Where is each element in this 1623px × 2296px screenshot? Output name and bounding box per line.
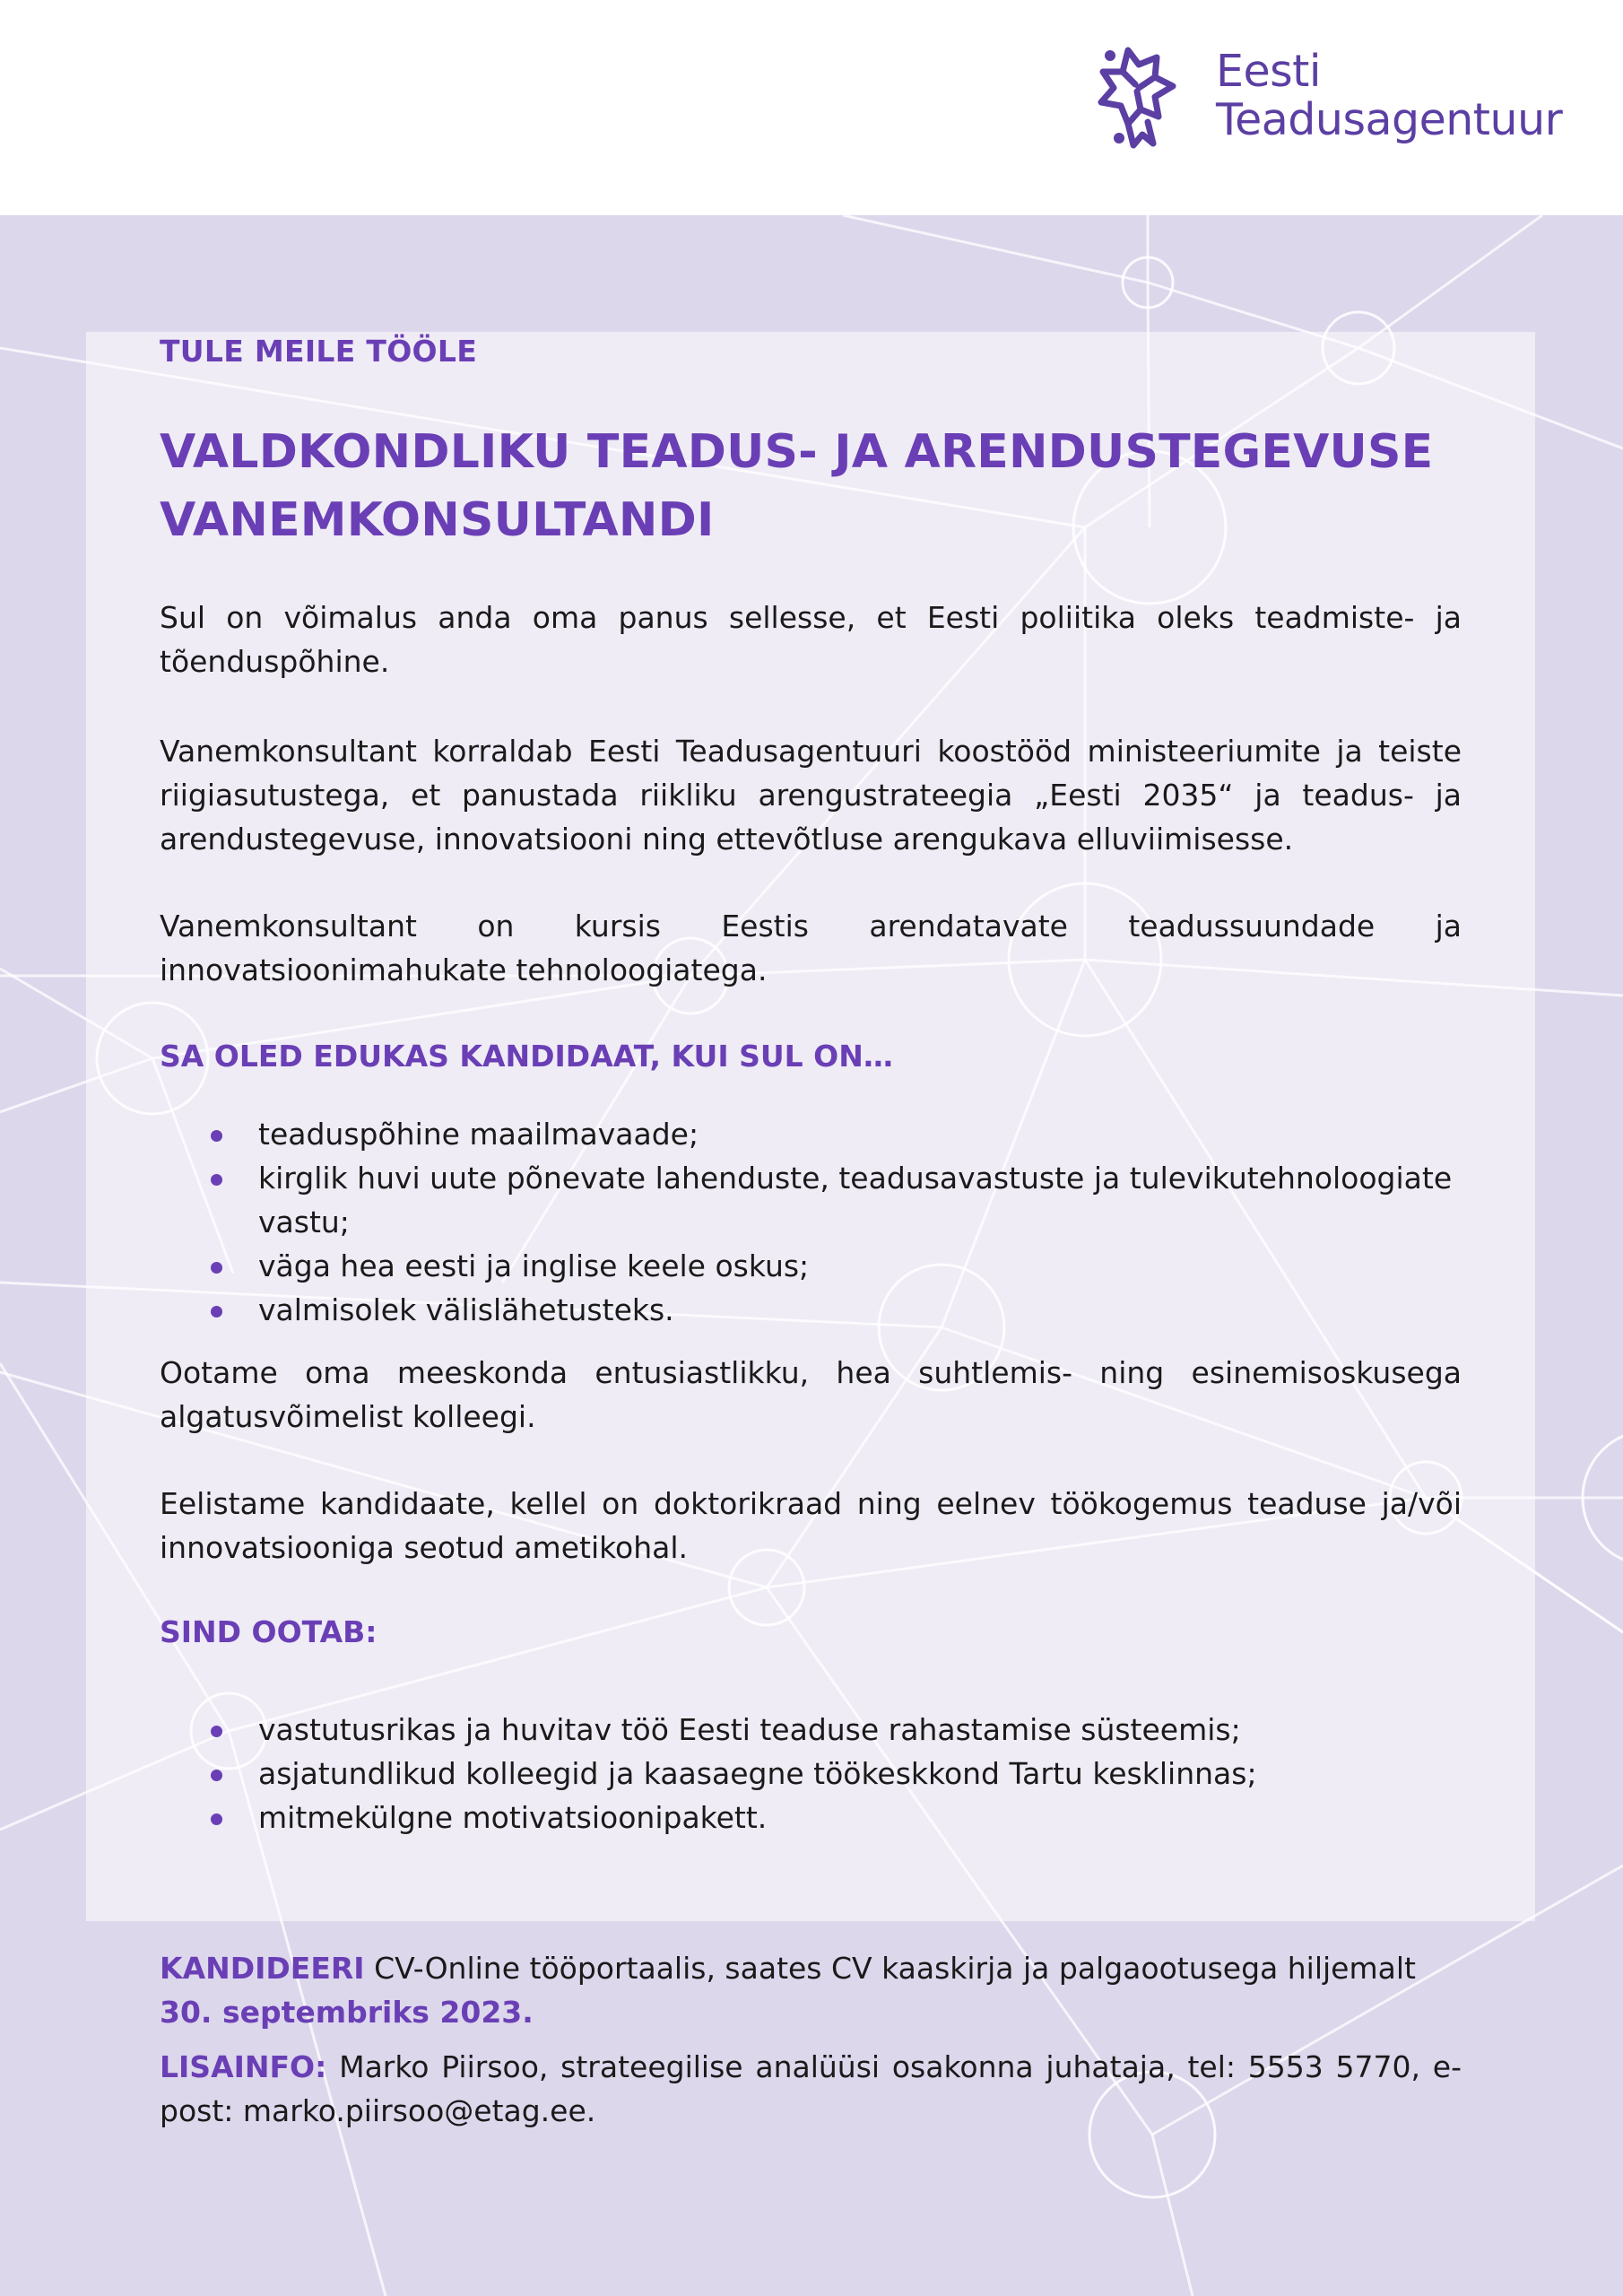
star-ribbon-logo-icon: [1083, 38, 1200, 154]
candidate-list: [160, 1112, 1462, 1332]
logo: [1083, 38, 1585, 154]
logo-line-2: Teadusagentuur: [1216, 94, 1563, 145]
title-line-1: VALDKONDLIKU TEADUS- JA ARENDUSTEGEVUSE: [160, 425, 1434, 479]
list-item: valmisolek välislähetusteks.: [160, 1288, 1462, 1332]
info-paragraph: [160, 2045, 1462, 2133]
kicker: TULE MEILE TÖÖLE: [160, 334, 478, 369]
info-text: Marko Piirsoo, strateegilise analüüsi osakonna juhataja, tel: 5553 5770, e-post: marko.piirsoo@etag.ee.: [160, 2049, 1462, 2128]
apply-text: CV-Online tööportaalis, saates CV kaaskirja ja palgaootusega hiljemalt: [364, 1951, 1416, 1986]
intro-paragraph-2: Vanemkonsultant korraldab Eesti Teadusagentuuri koostööd ministeeriumite ja teiste riigiasutustega, et panustada riikliku arengustrateegia „Eesti 2035“ ja teadus- ja arendustegevuse, innovatsiooni ning ettevõtluse arengukava elluviimisesse.: [160, 734, 1462, 857]
candidate-paragraph-1: Ootame oma meeskonda entusiastlikku, hea suhtlemis- ning esinemisoskusega algatusvõimelist kolleegi.: [160, 1355, 1462, 1434]
apply-paragraph: [160, 1946, 1462, 2034]
title-line-2: VANEMKONSULTANDI: [160, 493, 715, 547]
candidate-paragraph-2: Eelistame kandidaate, kellel on doktorikraad ning eelnev töökogemus teaduse ja/või innovatsiooniga seotud ametikohal.: [160, 1486, 1462, 1565]
offer-list: [160, 1708, 1462, 1839]
list-item: väga hea eesti ja inglise keele oskus;: [160, 1244, 1462, 1288]
candidate-heading: SA OLED EDUKAS KANDIDAAT, KUI SUL ON…: [160, 1039, 893, 1074]
intro-paragraph-1: Sul on võimalus anda oma panus sellesse, et Eesti poliitika oleks teadmiste- ja tõenduspõhine.: [160, 600, 1462, 679]
header: [0, 0, 1623, 215]
list-item: asjatundlikud kolleegid ja kaasaegne töökeskkond Tartu kesklinnas;: [160, 1752, 1462, 1796]
info-label: LISAINFO:: [160, 2049, 327, 2084]
apply-deadline: 30. septembriks 2023.: [160, 1995, 534, 2030]
list-item: kirglik huvi uute põnevate lahenduste, teadusavastuste ja tulevikutehnoloogiate vastu;: [160, 1156, 1462, 1244]
offer-heading: SIND OOTAB:: [160, 1614, 378, 1649]
intro-paragraph-3: Vanemkonsultant on kursis Eestis arendatavate teadussuundade ja innovatsioonimahukate tehnoloogiatega.: [160, 909, 1462, 987]
logo-wordmark: [1216, 48, 1562, 144]
list-item: mitmekülgne motivatsioonipakett.: [160, 1796, 1462, 1839]
apply-label: KANDIDEERI: [160, 1951, 365, 1986]
list-item: teaduspõhine maailmavaade;: [160, 1112, 1462, 1156]
list-item: vastutusrikas ja huvitav töö Eesti teaduse rahastamise süsteemis;: [160, 1708, 1462, 1752]
logo-line-1: Eesti: [1216, 46, 1321, 97]
page-title: [160, 418, 1462, 554]
